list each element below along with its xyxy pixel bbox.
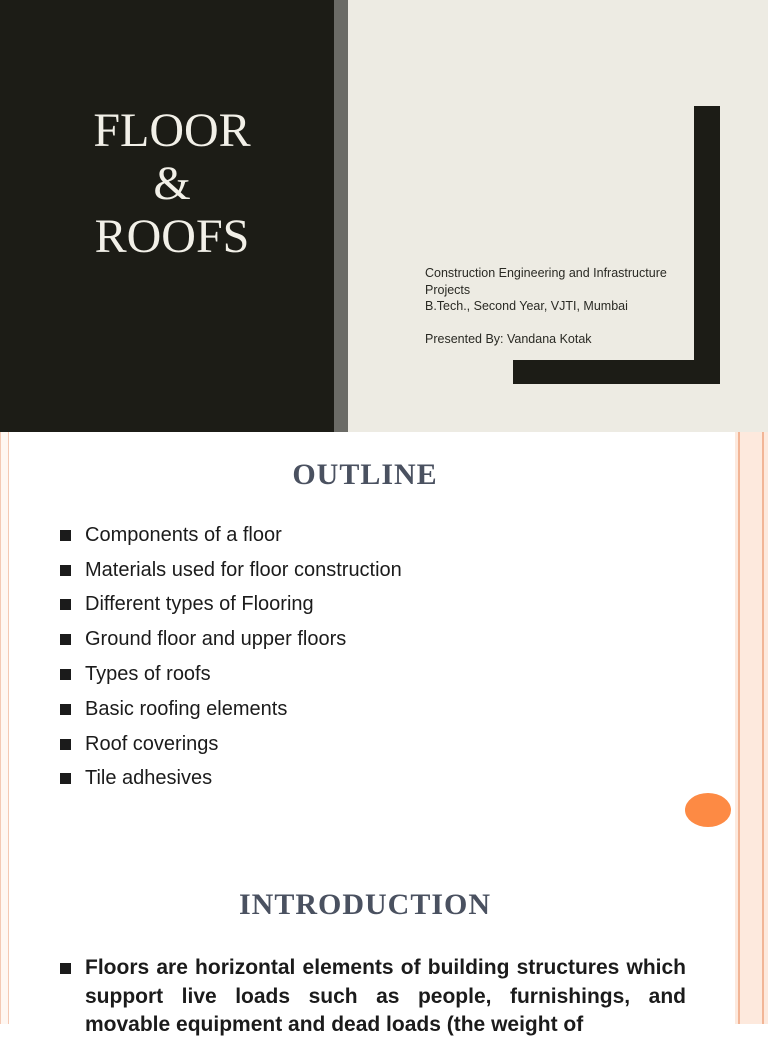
decorative-bracket-horizontal [513, 360, 720, 384]
list-item [58, 518, 402, 553]
square-bullet-icon [60, 773, 71, 784]
square-bullet-icon [60, 963, 71, 974]
square-bullet-icon [60, 599, 71, 610]
presenter: Presented By: Vandana Kotak [425, 331, 592, 346]
introduction-title: INTRODUCTION [238, 888, 492, 921]
introduction-slide [0, 864, 768, 1036]
list-item-label: Ground floor and upper floors [85, 628, 347, 651]
intro-text: Floors are horizontal elements of building structures which support live loads such as people, furnishings, and movable equipment and dead loads (the weight of [85, 956, 686, 1036]
list-item [58, 727, 402, 762]
left-border [0, 432, 9, 864]
list-item [58, 553, 402, 588]
square-bullet-icon [60, 634, 71, 645]
orange-circle-icon [685, 793, 731, 827]
list-item-label: Types of roofs [85, 663, 211, 686]
outline-slide [0, 432, 768, 864]
right-border-band [735, 864, 768, 1024]
square-bullet-icon [60, 669, 71, 680]
list-item [58, 692, 402, 727]
right-border-band [735, 432, 768, 864]
list-item-label: Tile adhesives [85, 767, 213, 790]
list-item [58, 762, 402, 797]
title-line: & [153, 157, 191, 210]
list-item [58, 657, 402, 692]
square-bullet-icon [60, 530, 71, 541]
program-info: B.Tech., Second Year, VJTI, Mumbai [425, 299, 628, 313]
list-item-label: Basic roofing elements [85, 697, 288, 720]
list-item-label: Materials used for floor construction [85, 558, 402, 581]
outline-list [58, 518, 402, 796]
list-item-label: Roof coverings [85, 732, 219, 755]
square-bullet-icon [60, 739, 71, 750]
list-item [58, 588, 402, 623]
course-name: Construction Engineering and Infrastructure Projects [425, 266, 667, 297]
outline-title: OUTLINE [292, 458, 438, 491]
intro-paragraph [58, 954, 686, 1040]
square-bullet-icon [60, 565, 71, 576]
list-item-label: Different types of Flooring [85, 593, 314, 616]
list-item [58, 622, 402, 657]
list-item-label: Components of a floor [85, 523, 282, 546]
square-bullet-icon [60, 704, 71, 715]
subtitle-block [425, 265, 705, 347]
title-line: FLOOR [93, 104, 251, 157]
title-slide [0, 0, 768, 432]
slide-title [0, 104, 344, 263]
title-line: ROOFS [94, 210, 250, 263]
